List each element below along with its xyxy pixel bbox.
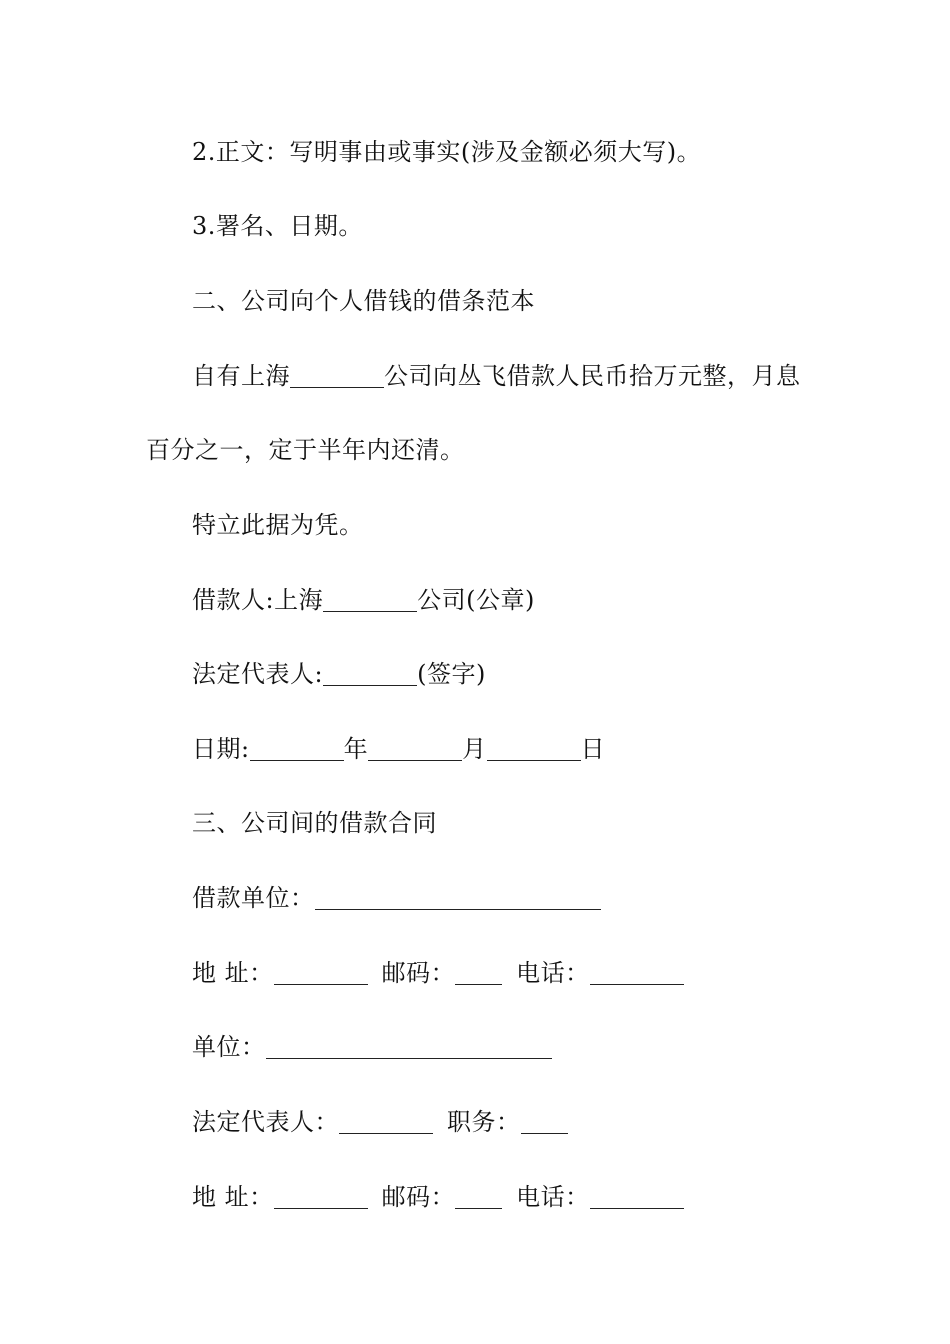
text: (签字): [417, 660, 486, 688]
label: 邮码：: [381, 959, 456, 987]
field-address-row-1: [0, 953, 950, 993]
field-date: [0, 729, 950, 769]
paragraph-iou-line2: [0, 430, 950, 470]
label: 法定代表人：: [192, 1108, 339, 1136]
text: 特立此据为凭。: [192, 511, 364, 539]
blank-month: [368, 734, 462, 761]
blank-legal-rep: [339, 1107, 433, 1134]
label: 单位：: [192, 1033, 266, 1061]
blank-unit: [266, 1032, 552, 1059]
blank-phone: [590, 1182, 684, 1209]
text: 自有上海: [192, 362, 290, 390]
label: 日期:: [192, 735, 250, 763]
blank-address: [274, 958, 368, 985]
field-address-row-2: [0, 1177, 950, 1217]
label: 借款人:上海: [192, 586, 324, 614]
field-legal-representative: [0, 654, 950, 694]
blank-phone: [590, 958, 684, 985]
blank-day: [487, 734, 581, 761]
label: 地 址：: [192, 959, 274, 987]
section-heading-3: [0, 803, 950, 843]
section-heading-2: [0, 281, 950, 321]
text: 日: [580, 735, 606, 763]
text: 3.署名、日期。: [192, 212, 363, 240]
text: 公司向丛飞借款人民币拾万元整，月息: [384, 362, 801, 390]
label: 地 址：: [192, 1183, 274, 1211]
label: 法定代表人:: [192, 660, 324, 688]
field-unit: [0, 1027, 950, 1067]
blank-postcode: [455, 1182, 502, 1209]
paragraph-proof: [0, 505, 950, 545]
text: 月: [462, 735, 487, 763]
label: 借款单位：: [192, 884, 315, 912]
paragraph-iou-line1: [0, 356, 950, 396]
blank-unit: [315, 883, 601, 910]
blank-position: [521, 1107, 568, 1134]
label: 电话：: [516, 959, 590, 987]
blank-address: [274, 1182, 368, 1209]
blank-company-name: [290, 361, 384, 388]
body-item-main-text: [0, 132, 950, 172]
field-borrowing-unit: [0, 878, 950, 918]
label: 邮码：: [381, 1183, 456, 1211]
label: 职务：: [447, 1108, 521, 1136]
field-legal-rep-position: [0, 1102, 950, 1142]
text: 公司(公章): [417, 586, 535, 614]
blank-signature: [323, 659, 417, 686]
text: 百分之一，定于半年内还清。: [146, 436, 465, 464]
label: 电话：: [516, 1183, 590, 1211]
blank-year: [250, 734, 344, 761]
body-item-signature-date: [0, 206, 950, 246]
text: 年: [343, 735, 369, 763]
text: 2.正文：写明事由或事实(涉及金额必须大写)。: [192, 138, 702, 166]
blank-company: [323, 585, 417, 612]
heading-text: 三、公司间的借款合同: [192, 809, 437, 837]
field-borrower: [0, 580, 950, 620]
blank-postcode: [455, 958, 502, 985]
heading-text: 二、公司向个人借钱的借条范本: [192, 287, 535, 315]
